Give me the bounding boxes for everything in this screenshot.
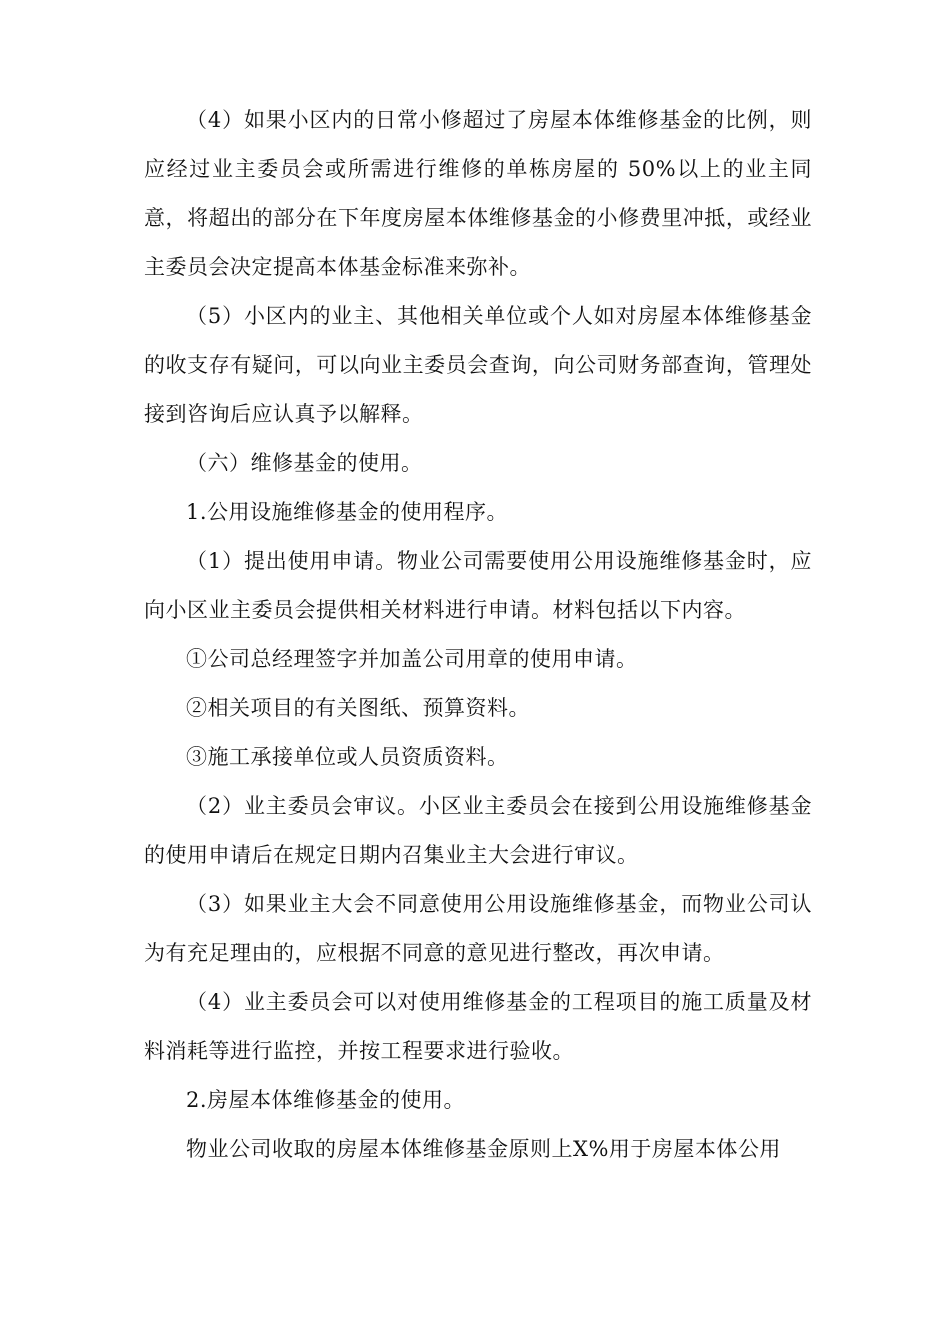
paragraph-building-fund-allocation: 物业公司收取的房屋本体维修基金原则上X%用于房屋本体公用 [186,1137,781,1161]
paragraph-1-application: （1）提出使用申请。物业公司需要使用公用设施维修基金时，应向小区业主委员会提供相关材料进行申请。材料包括以下内容。 [144,549,812,622]
subsection-heading-public-facility-procedure: 1.公用设施维修基金的使用程序。 [186,500,509,524]
list-item-1: ①公司总经理签字并加盖公司用章的使用申请。 [186,647,638,671]
list-item-2: ②相关项目的有关图纸、预算资料。 [186,696,530,720]
paragraph-2-committee-review: （2）业主委员会审议。小区业主委员会在接到公用设施维修基金的使用申请后在规定日期内召集业主大会进行审议。 [144,794,812,867]
body-text [144,96,812,1174]
paragraph-4-monitoring: （4）业主委员会可以对使用维修基金的工程项目的施工质量及材料消耗等进行监控，并按工程要求进行验收。 [144,990,812,1063]
list-item-3: ③施工承接单位或人员资质资料。 [186,745,509,769]
section-heading-fund-use: （六）维修基金的使用。 [186,451,423,475]
subsection-heading-building-fund-use: 2.房屋本体维修基金的使用。 [186,1088,466,1112]
paragraph-4-repair-overrun: （4）如果小区内的日常小修超过了房屋本体维修基金的比例，则应经过业主委员会或所需进行维修的单栋房屋的 50%以上的业主同意，将超出的部分在下年度房屋本体维修基金的小修费里冲抵，或经业主委员会决定提高本体基金标准来弥补。 [144,108,812,279]
paragraph-5-fund-inquiry: （5）小区内的业主、其他相关单位或个人如对房屋本体维修基金的收支存有疑问，可以向业主委员会查询，向公司财务部查询，管理处接到咨询后应认真予以解释。 [144,304,812,426]
paragraph-3-reapply: （3）如果业主大会不同意使用公用设施维修基金，而物业公司认为有充足理由的，应根据不同意的意见进行整改，再次申请。 [144,892,812,965]
